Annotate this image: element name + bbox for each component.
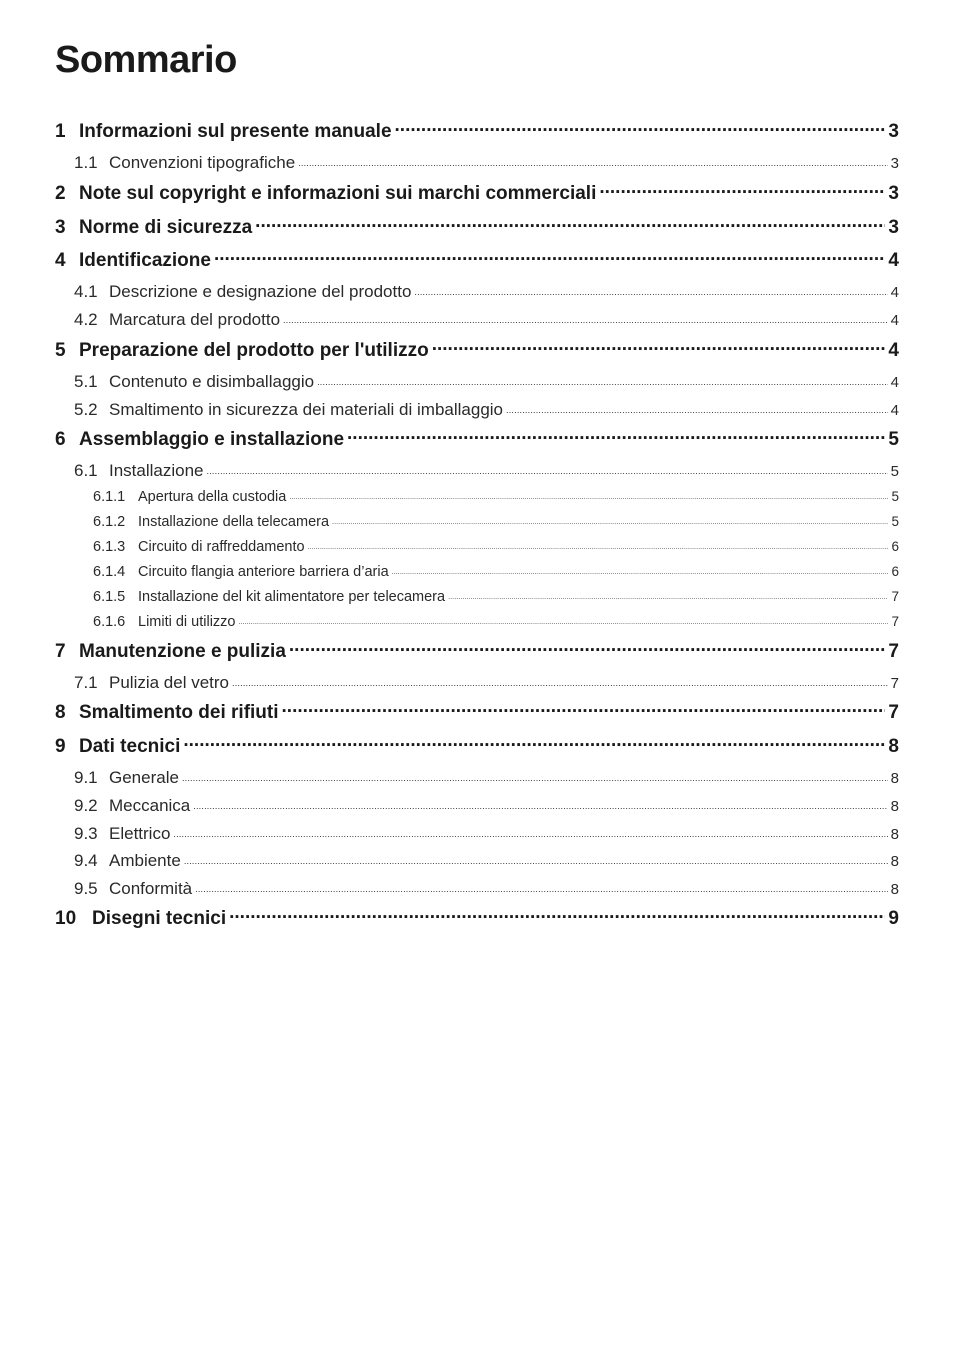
- toc-page-number: 7: [891, 613, 899, 629]
- dot-leader: [395, 118, 886, 137]
- toc-page-number: 8: [890, 881, 899, 898]
- toc-page-number: 7: [890, 675, 899, 692]
- toc-title: Disegni tecnici: [92, 908, 227, 929]
- toc-number: 9.1: [74, 768, 98, 787]
- toc-page-number: 8: [890, 826, 899, 843]
- dot-leader: [506, 398, 888, 415]
- toc-number: 2: [55, 183, 66, 204]
- dot-leader: [239, 611, 889, 626]
- toc-number: 9: [55, 736, 66, 757]
- toc-page-number: 6: [891, 563, 899, 579]
- toc-title: Circuito flangia anteriore barriera d’aria: [138, 563, 389, 580]
- toc-page-number: 7: [891, 588, 899, 604]
- toc-entry-9-1[interactable]: [74, 766, 899, 788]
- toc-title: Note sul copyright e informazioni sui marchi commerciali: [79, 183, 597, 204]
- toc-number: 9.5: [74, 879, 98, 898]
- toc-title: Manutenzione e pulizia: [79, 641, 286, 662]
- toc-number: 6.1.4: [93, 563, 126, 580]
- toc-entry-3[interactable]: [55, 214, 899, 240]
- toc-entry-4-1[interactable]: [74, 280, 899, 302]
- toc-title: Assemblaggio e installazione: [79, 429, 345, 450]
- toc-entry-6-1-1[interactable]: [93, 486, 899, 506]
- toc-number: 7.1: [74, 673, 98, 692]
- toc-title: Norme di sicurezza: [79, 217, 253, 238]
- toc-number: 8: [55, 702, 66, 723]
- dot-leader: [282, 699, 886, 718]
- toc-title: Conformità: [109, 879, 193, 898]
- toc-entry-6-1-6[interactable]: [93, 611, 899, 631]
- toc-entry-7-1[interactable]: [74, 671, 899, 693]
- toc-entry-6-1[interactable]: [74, 459, 899, 481]
- dot-leader: [432, 337, 886, 356]
- page-title: Sommario: [55, 39, 237, 81]
- dot-leader: [182, 766, 888, 783]
- toc-entry-8[interactable]: [55, 699, 899, 725]
- toc-number: 1: [55, 121, 66, 142]
- toc-number: 4.2: [74, 310, 98, 329]
- toc-title: Meccanica: [109, 796, 191, 815]
- dot-leader: [232, 671, 888, 688]
- toc-title: Convenzioni tipografiche: [109, 153, 296, 172]
- toc-title: Installazione del kit alimentatore per telecamera: [138, 588, 446, 605]
- toc-page-number: 4: [890, 312, 899, 329]
- toc-page-number: 3: [888, 121, 899, 142]
- dot-leader: [207, 459, 888, 476]
- toc-title: Descrizione e designazione del prodotto: [109, 282, 412, 301]
- toc-entry-6[interactable]: [55, 426, 899, 452]
- dot-leader: [332, 511, 888, 526]
- toc-entry-9-4[interactable]: [74, 849, 899, 871]
- toc-title: Installazione: [109, 461, 204, 480]
- dot-leader: [289, 486, 888, 501]
- toc-page-number: 8: [890, 798, 899, 815]
- dot-leader: [289, 638, 886, 657]
- toc-number: 3: [55, 217, 66, 238]
- toc-entry-5-1[interactable]: [74, 370, 899, 392]
- toc-number: 4: [55, 250, 66, 271]
- toc-number: 5: [55, 340, 66, 361]
- toc-entry-10[interactable]: [55, 905, 899, 931]
- toc-number: 7: [55, 641, 66, 662]
- toc-entry-9[interactable]: [55, 733, 899, 759]
- toc-page-number: 7: [888, 702, 899, 723]
- toc-number: 10: [55, 908, 77, 929]
- dot-leader: [255, 214, 885, 233]
- toc-number: 9.4: [74, 851, 98, 870]
- toc-title: Installazione della telecamera: [138, 513, 330, 530]
- toc-number: 6.1: [74, 461, 98, 480]
- toc-number: 1.1: [74, 153, 98, 172]
- toc-page-number: 5: [890, 463, 899, 480]
- toc-title: Identificazione: [79, 250, 211, 271]
- toc-number: 4.1: [74, 282, 98, 301]
- toc-page-number: 8: [890, 770, 899, 787]
- toc-number: 6.1.5: [93, 588, 126, 605]
- toc-title: Informazioni sul presente manuale: [79, 121, 392, 142]
- toc-page-number: 4: [890, 284, 899, 301]
- toc-title: Preparazione del prodotto per l'utilizzo: [79, 340, 429, 361]
- toc-page-number: 4: [890, 374, 899, 391]
- toc-entry-1[interactable]: [55, 118, 899, 144]
- toc-number: 6.1.6: [93, 613, 126, 630]
- toc-entry-5-2[interactable]: [74, 398, 899, 420]
- toc-entry-9-2[interactable]: [74, 794, 899, 816]
- toc-number: 6.1.1: [93, 488, 126, 505]
- toc-title: Elettrico: [109, 824, 171, 843]
- dot-leader: [347, 426, 885, 445]
- dot-leader: [173, 822, 887, 839]
- toc-entry-6-1-4[interactable]: [93, 561, 899, 581]
- toc-entry-6-1-3[interactable]: [93, 536, 899, 556]
- dot-leader: [229, 905, 885, 924]
- toc-page-number: 6: [891, 538, 899, 554]
- toc-page-number: 5: [891, 513, 899, 529]
- toc-page-number: 4: [890, 402, 899, 419]
- dot-leader: [184, 849, 888, 866]
- dot-leader: [308, 536, 889, 551]
- toc-title: Smaltimento dei rifiuti: [79, 702, 279, 723]
- dot-leader: [599, 180, 885, 199]
- toc-page-number: 5: [891, 488, 899, 504]
- toc-number: 6.1.2: [93, 513, 126, 530]
- toc-page-number: 3: [888, 183, 899, 204]
- toc-number: 5.1: [74, 372, 98, 391]
- toc-entry-6-1-5[interactable]: [93, 586, 899, 606]
- toc-page-number: 4: [888, 250, 899, 271]
- toc-entry-2[interactable]: [55, 180, 899, 206]
- dot-leader: [195, 877, 888, 894]
- toc-page-number: 3: [888, 217, 899, 238]
- toc-title: Smaltimento in sicurezza dei materiali di imballaggio: [109, 400, 504, 419]
- dot-leader: [283, 308, 888, 325]
- dot-leader: [414, 280, 887, 297]
- toc-entry-9-3[interactable]: [74, 822, 899, 844]
- toc-title: Ambiente: [109, 851, 181, 870]
- toc-page-number: 9: [888, 908, 899, 929]
- toc-entry-6-1-2[interactable]: [93, 511, 899, 531]
- toc-entry-1-1[interactable]: [74, 151, 899, 173]
- toc-title: Dati tecnici: [79, 736, 181, 757]
- toc-title: Apertura della custodia: [138, 488, 287, 505]
- toc-title: Pulizia del vetro: [109, 673, 230, 692]
- toc-number: 6: [55, 429, 66, 450]
- toc-page-number: 8: [890, 853, 899, 870]
- dot-leader: [448, 586, 888, 601]
- toc-page-number: 7: [888, 641, 899, 662]
- toc-page-number: 4: [888, 340, 899, 361]
- toc-title: Marcatura del prodotto: [109, 310, 281, 329]
- dot-leader: [298, 151, 887, 168]
- toc-number: 6.1.3: [93, 538, 126, 555]
- toc-entry-9-5[interactable]: [74, 877, 899, 899]
- dot-leader: [317, 370, 888, 387]
- dot-leader: [183, 733, 885, 752]
- toc-number: 9.2: [74, 796, 98, 815]
- toc-title: Generale: [109, 768, 179, 787]
- toc-title: Contenuto e disimballaggio: [109, 372, 315, 391]
- toc-entry-4-2[interactable]: [74, 308, 899, 330]
- toc-title: Circuito di raffreddamento: [138, 538, 305, 555]
- toc-page-number: 3: [890, 155, 899, 172]
- toc-number: 9.3: [74, 824, 98, 843]
- dot-leader: [214, 247, 885, 266]
- toc-entry-5[interactable]: [55, 337, 899, 363]
- toc-entry-7[interactable]: [55, 638, 899, 664]
- dot-leader: [392, 561, 889, 576]
- dot-leader: [193, 794, 887, 811]
- toc-title: Limiti di utilizzo: [138, 613, 236, 630]
- toc-entry-4[interactable]: [55, 247, 899, 273]
- toc-page-number: 5: [888, 429, 899, 450]
- toc-page-number: 8: [888, 736, 899, 757]
- toc-number: 5.2: [74, 400, 98, 419]
